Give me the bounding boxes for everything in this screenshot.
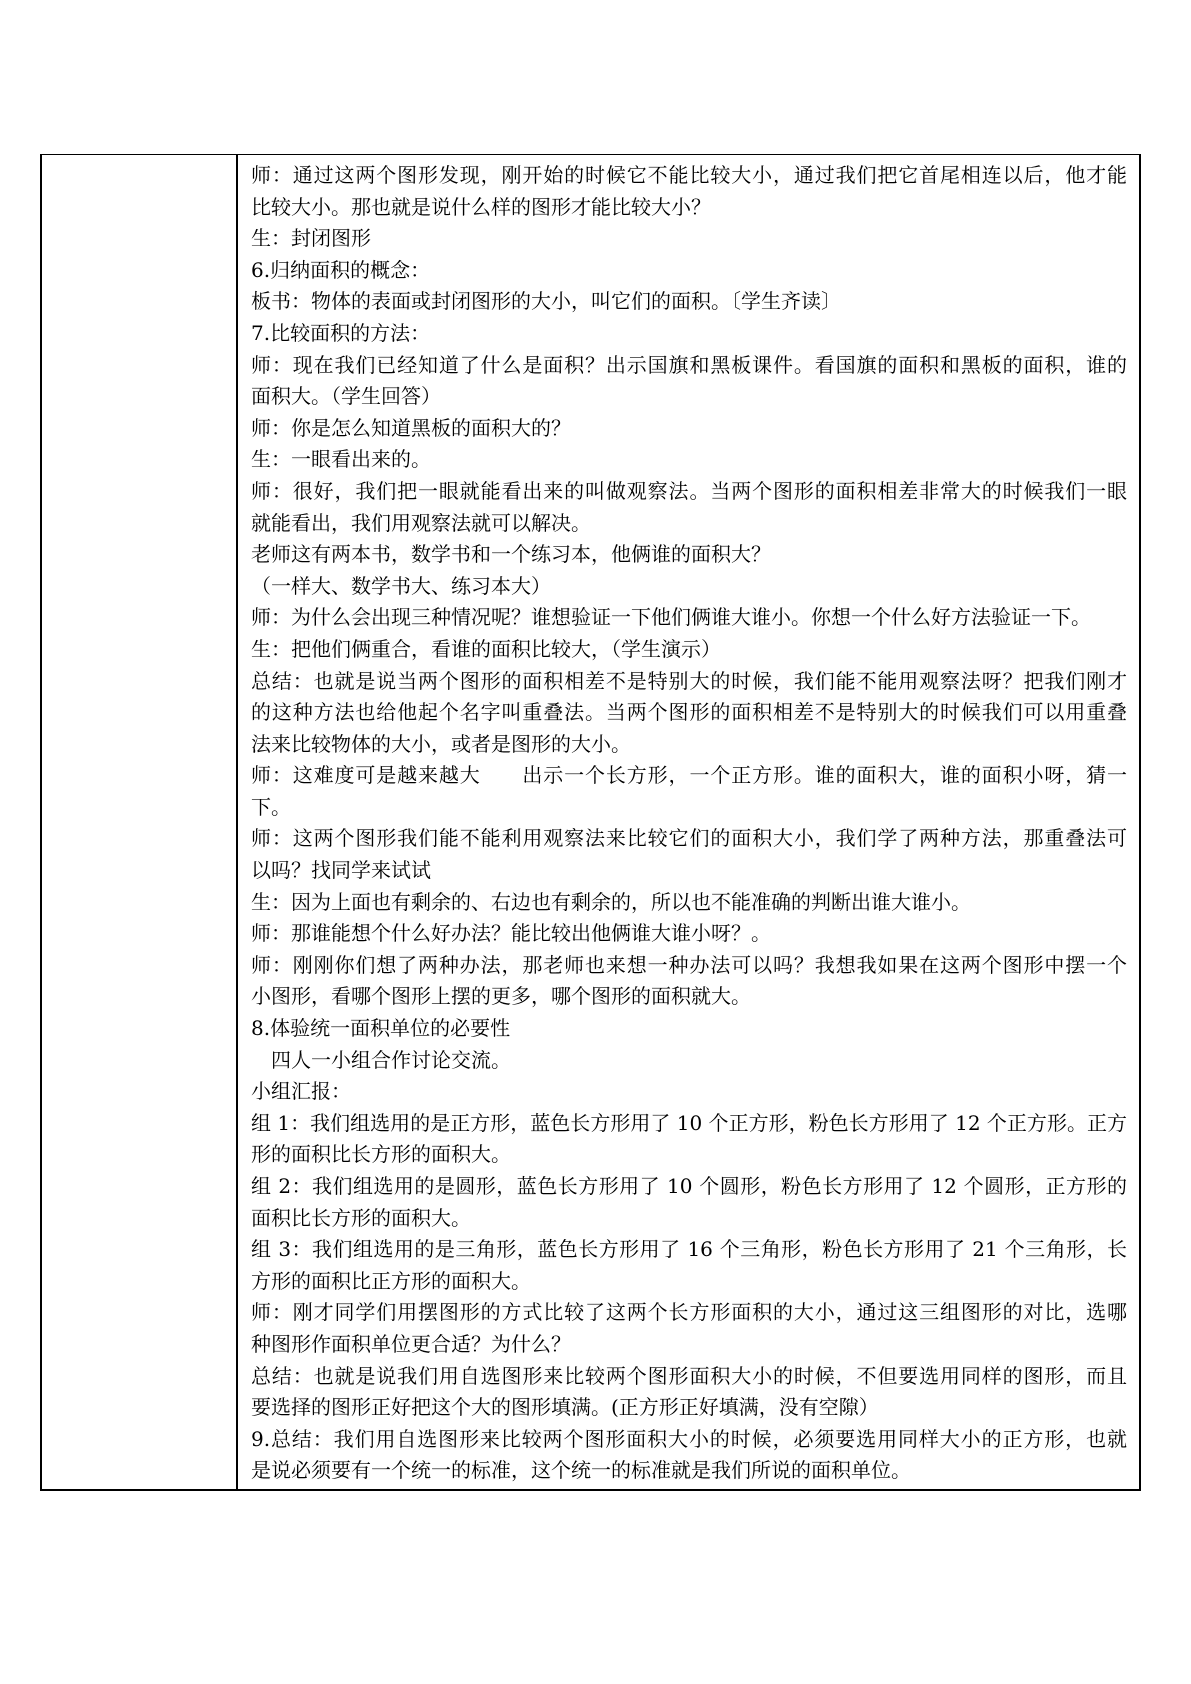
text-line: 师：刚才同学们用摆图形的方式比较了这两个长方形面积的大小，通过这三组图形的对比，选哪: [251, 1300, 1127, 1325]
text-line: 小组汇报：: [251, 1079, 351, 1104]
text-line: 7.比较面积的方法：: [251, 320, 431, 345]
text-line: 6.归纳面积的概念：: [251, 257, 431, 282]
text-line: 种图形作面积单位更合适？为什么？: [251, 1331, 571, 1356]
text-line: 8.体验统一面积单位的必要性: [251, 1016, 511, 1041]
text-line: 生：因为上面也有剩余的、右边也有剩余的，所以也不能准确的判断出谁大谁小。: [251, 889, 971, 914]
lesson-table: [40, 154, 1141, 1491]
text-line: 师：这两个图形我们能不能利用观察法来比较它们的面积大小，我们学了两种方法，那重叠法可: [251, 826, 1127, 851]
text-line: 总结：也就是说我们用自选图形来比较两个图形面积大小的时候，不但要选用同样的图形，而且: [251, 1363, 1127, 1388]
text-line: 的这种方法也给他起个名字叫重叠法。当两个图形的面积相差不是特别大的时候我们可以用重叠: [251, 700, 1127, 725]
text-line: 师：为什么会出现三种情况呢？谁想验证一下他们俩谁大谁小。你想一个什么好方法验证一下。: [251, 605, 1091, 630]
text-line: 就能看出，我们用观察法就可以解决。: [251, 510, 591, 535]
text-line: 9.总结：我们用自选图形来比较两个图形面积大小的时候，必须要选用同样大小的正方形，也就: [251, 1426, 1127, 1451]
text-line: 师：刚刚你们想了两种办法，那老师也来想一种办法可以吗？我想我如果在这两个图形中摆一个: [251, 952, 1127, 977]
text-line: 板书：物体的表面或封闭图形的大小，叫它们的面积。〔学生齐读〕: [251, 289, 841, 314]
text-line: 生：把他们俩重合，看谁的面积比较大，（学生演示）: [251, 636, 721, 661]
text-line: 要选择的图形正好把这个大的图形填满。(正方形正好填满，没有空隙）: [251, 1395, 879, 1420]
text-line: 形的面积比长方形的面积大。: [251, 1142, 511, 1167]
text-line: 面积大。（学生回答）: [251, 384, 441, 409]
table-left-cell: [42, 155, 236, 1489]
text-line: 是说必须要有一个统一的标准，这个统一的标准就是我们所说的面积单位。: [251, 1458, 911, 1483]
text-line: 总结：也就是说当两个图形的面积相差不是特别大的时候，我们能不能用观察法呀？把我们刚才: [251, 668, 1127, 693]
text-line: 面积比长方形的面积大。: [251, 1205, 471, 1230]
text-line: 以吗？找同学来试试: [251, 858, 431, 883]
text-line: 小图形，看哪个图形上摆的更多，哪个图形的面积就大。: [251, 984, 751, 1009]
text-line: 师：很好，我们把一眼就能看出来的叫做观察法。当两个图形的面积相差非常大的时候我们一眼: [251, 478, 1127, 503]
text-line: 生：一眼看出来的。: [251, 447, 431, 472]
text-line: 组 1：我们组选用的是正方形，蓝色长方形用了 10 个正方形，粉色长方形用了 12 个正方形。正方: [251, 1110, 1127, 1135]
text-line: 下。: [251, 794, 291, 819]
text-line: 法来比较物体的大小，或者是图形的大小。: [251, 731, 631, 756]
text-line: 师：那谁能想个什么好办法？能比较出他俩谁大谁小呀？。: [251, 921, 771, 946]
text-line: 四人一小组合作讨论交流。: [271, 1047, 511, 1072]
text-line: 方形的面积比正方形的面积大。: [251, 1268, 531, 1293]
text-line: 师：这难度可是越来越大 出示一个长方形，一个正方形。谁的面积大，谁的面积小呀，猜一: [251, 763, 1127, 788]
text-line: （一样大、数学书大、练习本大）: [251, 573, 551, 598]
column-divider: [236, 155, 238, 1489]
text-line: 师：通过这两个图形发现，刚开始的时候它不能比较大小，通过我们把它首尾相连以后，他才能: [251, 163, 1127, 187]
text-line: 生：封闭图形: [251, 226, 371, 251]
text-line: 比较大小。那也就是说什么样的图形才能比较大小？: [251, 194, 711, 219]
text-line: 师：现在我们已经知道了什么是面积？出示国旗和黑板课件。看国旗的面积和黑板的面积，谁的: [251, 352, 1127, 377]
text-line: 组 2：我们组选用的是圆形，蓝色长方形用了 10 个圆形，粉色长方形用了 12 个圆形，正方形的: [251, 1174, 1127, 1198]
text-line: 老师这有两本书，数学书和一个练习本，他俩谁的面积大？: [251, 542, 771, 567]
text-line: 组 3：我们组选用的是三角形，蓝色长方形用了 16 个三角形，粉色长方形用了 21 个三角形，长: [251, 1237, 1127, 1262]
text-line: 师：你是怎么知道黑板的面积大的？: [251, 415, 571, 440]
table-content-cell: [251, 160, 1127, 1487]
